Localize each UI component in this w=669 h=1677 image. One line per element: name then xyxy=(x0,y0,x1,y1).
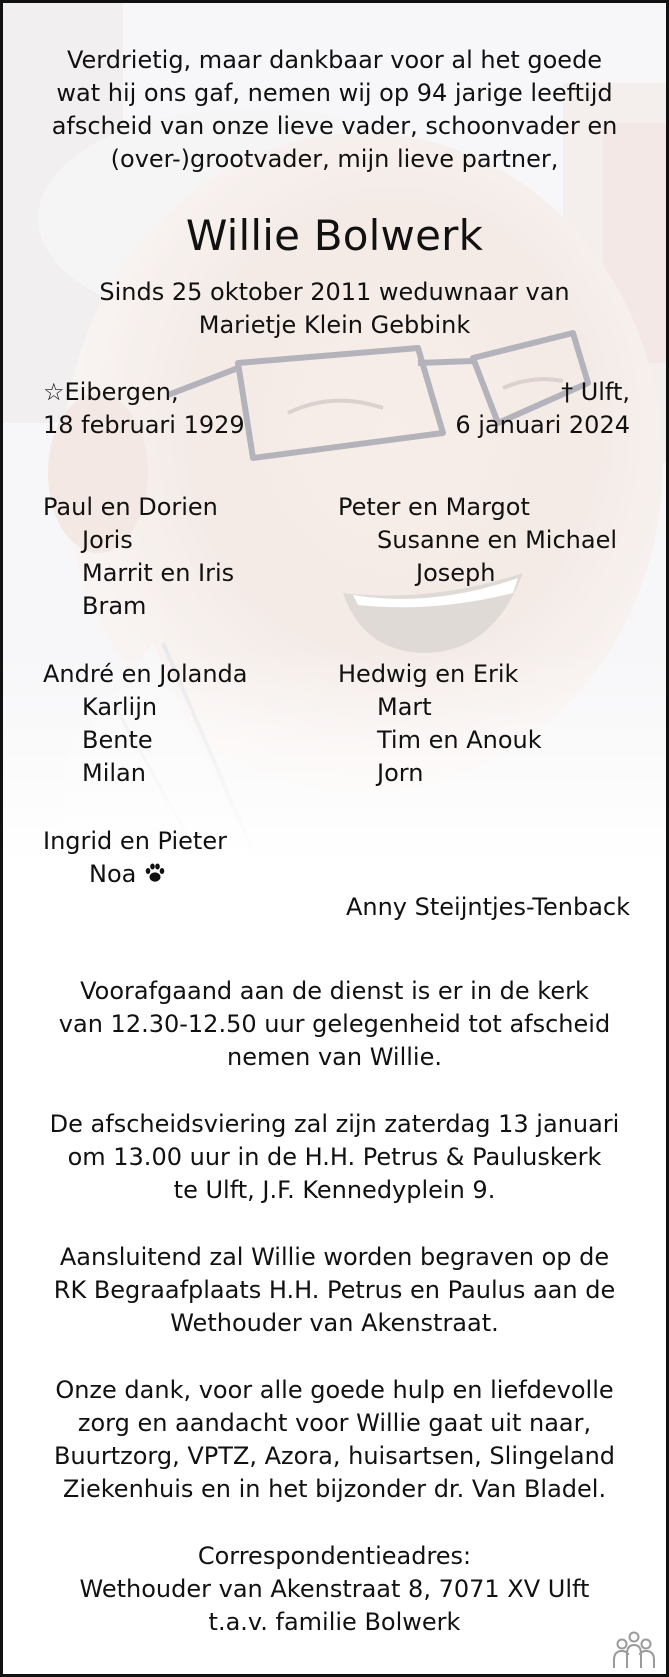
paragraph-line: RK Begraafplaats H.H. Petrus en Paulus aan de xyxy=(53,1276,616,1304)
family-child: Bente xyxy=(82,726,153,754)
family-grandchild: Joseph xyxy=(416,559,496,587)
family-head: Peter en Margot xyxy=(338,493,530,521)
paragraph-line: Wethouder van Akenstraat 8, 7071 XV Ulft xyxy=(79,1575,590,1603)
paragraph-thanks xyxy=(27,1374,642,1506)
paragraph-line: Correspondentieadres: xyxy=(197,1542,472,1570)
intro-line: Verdrietig, maar dankbaar voor al het goede xyxy=(66,46,603,74)
family-child: Milan xyxy=(82,759,146,787)
paragraph-farewell xyxy=(27,975,642,1074)
death-place: † Ulft, xyxy=(561,378,630,406)
paragraph-line: van 12.30-12.50 uur gelegenheid tot afscheid xyxy=(58,1010,611,1038)
family-head: André en Jolanda xyxy=(43,660,248,688)
paragraph-line: zorg en aandacht voor Willie gaat uit naar, xyxy=(77,1409,592,1437)
family-head: Hedwig en Erik xyxy=(338,660,519,688)
birth-date: 18 februari 1929 xyxy=(43,411,245,439)
paragraph-line: Voorafgaand aan de dienst is er in de kerk xyxy=(80,977,589,1005)
paragraph-line: t.a.v. familie Bolwerk xyxy=(208,1608,461,1636)
family-group xyxy=(43,658,248,790)
family-head: Ingrid en Pieter xyxy=(43,827,227,855)
paragraph-line: De afscheidsviering zal zijn zaterdag 13 januari xyxy=(49,1110,620,1138)
paw-icon xyxy=(144,862,166,884)
paragraph-line: om 13.00 uur in de H.H. Petrus & Pauluskerk xyxy=(67,1143,602,1171)
paragraph-service xyxy=(27,1108,642,1207)
intro-text xyxy=(27,44,642,176)
intro-line: afscheid van onze lieve vader, schoonvader en xyxy=(51,112,618,140)
family-child: Noa xyxy=(89,860,137,888)
family-child: Joris xyxy=(82,526,133,554)
paragraph-line: Onze dank, voor alle goede hulp en liefdevolle xyxy=(55,1376,614,1404)
death-info xyxy=(455,376,630,442)
widower-note-line: Sinds 25 oktober 2011 weduwnaar van xyxy=(99,278,570,306)
family-group xyxy=(43,825,227,891)
family-child: Marrit en Iris xyxy=(82,559,235,587)
family-child: Bram xyxy=(82,592,147,620)
death-date: 6 januari 2024 xyxy=(455,411,630,439)
paragraph-line: Wethouder van Akenstraat. xyxy=(170,1309,499,1337)
family-child: Karlijn xyxy=(82,693,158,721)
widower-note-line: Marietje Klein Gebbink xyxy=(198,311,471,339)
family-child: Mart xyxy=(377,693,432,721)
paragraph-burial xyxy=(27,1241,642,1340)
family-group xyxy=(338,658,542,790)
people-logo-icon xyxy=(610,1630,658,1670)
birth-place: ☆Eibergen, xyxy=(43,378,179,406)
birth-info xyxy=(43,376,245,442)
family-group xyxy=(338,491,617,590)
intro-line: wat hij ons gaf, nemen wij op 94 jarige leeftijd xyxy=(56,79,613,107)
family-child-row xyxy=(43,858,227,891)
card-content xyxy=(3,3,666,1674)
intro-line: (over-)grootvader, mijn lieve partner, xyxy=(110,145,559,173)
paragraph-line: Ziekenhuis en in het bijzonder dr. Van Bladel. xyxy=(62,1475,607,1503)
correspondence-address xyxy=(27,1540,642,1639)
paragraph-line: Aansluitend zal Willie worden begraven op de xyxy=(59,1243,610,1271)
deceased-name: Willie Bolwerk xyxy=(185,211,484,260)
family-child: Jorn xyxy=(377,759,424,787)
family-child: Tim en Anouk xyxy=(377,726,542,754)
family-group xyxy=(43,491,234,623)
widower-note xyxy=(27,276,642,342)
family-head: Paul en Dorien xyxy=(43,493,218,521)
paragraph-line: Buurtzorg, VPTZ, Azora, huisartsen, Slingeland xyxy=(53,1442,616,1470)
partner-name: Anny Steijntjes-Tenback xyxy=(345,893,630,921)
paragraph-line: nemen van Willie. xyxy=(227,1043,442,1071)
family-child: Susanne en Michael xyxy=(377,526,617,554)
paragraph-line: te Ulft, J.F. Kennedyplein 9. xyxy=(173,1176,496,1204)
